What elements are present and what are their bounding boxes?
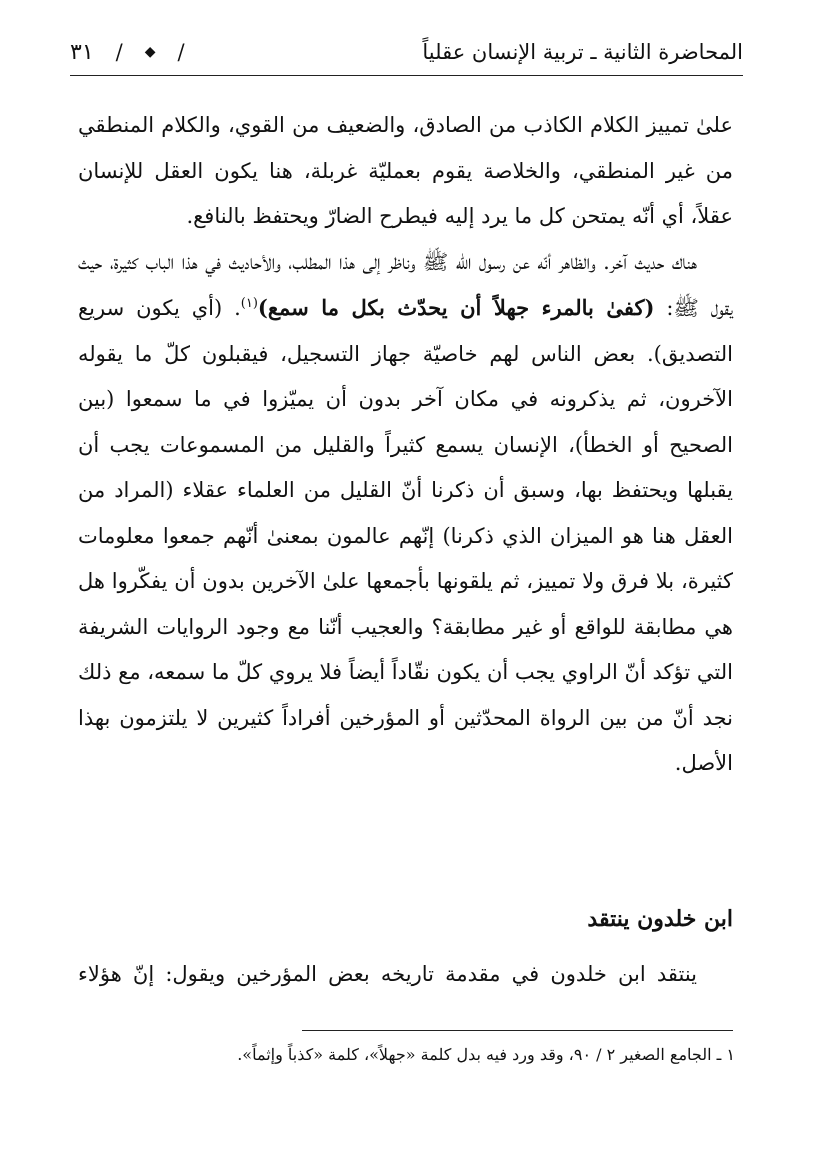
header-page-group: [70, 40, 185, 65]
header-separator: /: [177, 40, 185, 64]
hadith-quote: (كفىٰ بالمرء جهلاً أن يحدّث بكل ما سمع): [257, 295, 655, 320]
text-run: هناك حديث آخر. والظاهر أنّه عن رسول الله ﷺ وناظر إلى هذا المطلب، والأحاديث في هذا الباب كثيرة، حيث يقول ﷺ:: [78, 249, 733, 320]
header-title: المحاضرة الثانية ـ تربية الإنسان عقلياً: [422, 40, 743, 64]
header-separator: /: [115, 40, 123, 64]
paragraph: [78, 240, 733, 787]
diamond-ornament-icon: ◆: [144, 44, 156, 60]
section-heading: ابن خلدون ينتقد: [587, 906, 733, 932]
section-paragraph: ينتقد ابن خلدون في مقدمة تاريخه بعض المؤرخين ويقول: إنّ هؤلاء: [78, 962, 697, 986]
text-run: . (أي يكون سريع التصديق). بعض الناس لهم خاصيّة جهاز التسجيل، فيقبلون كلّ ما يقوله الآخرون، ثم يذكرونه في مكان آخر بدون أن يميّزوا في ما سمعوا (بين الصحيح أو الخطأ)، الإنسان يسمع كثيراً والقليل من المسموعات يجب أن يقبلها ويحتفظ بها، وسبق أن ذكرنا أنّ القليل من العلماء عقلاء (المراد من العقل هنا هو الميزان الذي ذكرنا) إنّهم عالمون بمعنىٰ أنّهم جمعوا معلومات كثيرة، بلا فرق ولا تمييز، ثم يلقونها بأجمعها علىٰ الآخرين بدون أن يفكّروا هل هي مطابقة للواقع أو غير مطابقة؟ والعجيب أنّنا مع وجود الروايات الشريفة التي تؤكد أنّ الراوي يجب أن يكون نقّاداً أيضاً فلا يروي كلّ ما سمعه، مع ذلك نجد أنّ من بين الرواة المحدّثين أو المؤرخين أفراداً كثيرين لا يلتزمون بهذا الأصل.: [78, 296, 733, 775]
header-divider: [70, 75, 743, 76]
main-text: [78, 103, 733, 787]
running-header: [70, 34, 743, 70]
footnote-marker[interactable]: (١): [240, 296, 258, 311]
paragraph: علىٰ تمييز الكلام الكاذب من الصادق، والضعيف من القوي، والكلام المنطقي من غير المنطقي، والخلاصة يقوم بعمليّة غربلة، هنا يكون العقل للإنسان عقلاً، أي أنّه يمتحن كل ما يرد إليه فيطرح الضارّ ويحتفظ بالنافع.: [78, 113, 733, 228]
footnote-divider: [302, 1030, 733, 1031]
page-number: ٣١: [70, 39, 94, 65]
footnote: ١ ـ الجامع الصغير ٢ / ٩٠، وقد ورد فيه بدل كلمة «جهلاً»، كلمة «كذباً وإثماً».: [237, 1045, 735, 1064]
